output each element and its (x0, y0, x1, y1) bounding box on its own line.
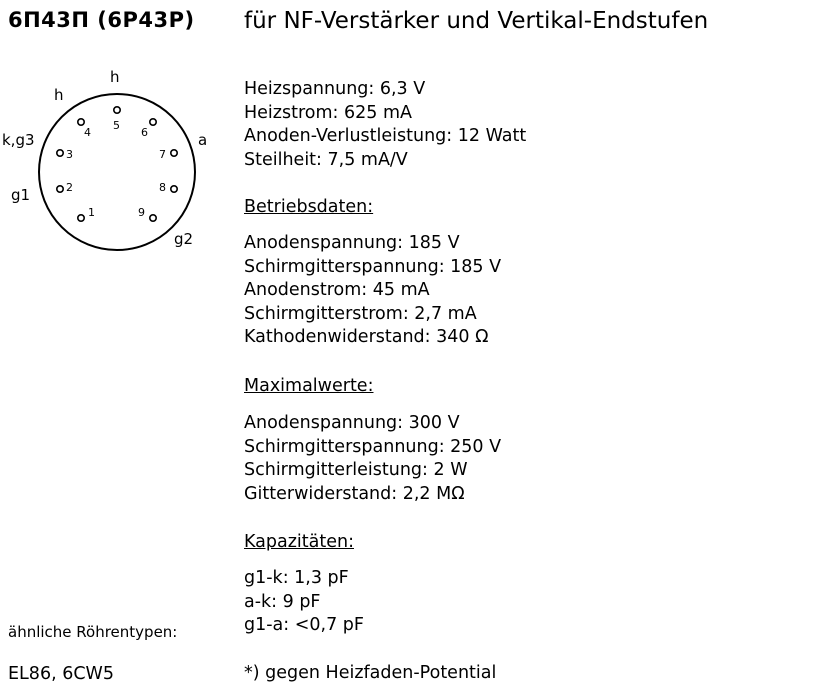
pin-3-hole (57, 150, 63, 156)
electrode-label-k-g3: k,g3 (2, 131, 35, 149)
pin-1-number: 1 (88, 206, 95, 219)
electrode-label-g1: g1 (11, 186, 31, 204)
operating-screen-current: Schirmgitterstrom: 2,7 mA (244, 303, 477, 324)
pin-2-number: 2 (66, 181, 73, 194)
pin-9-number: 9 (138, 206, 145, 219)
spec-heater-current: Heizstrom: 625 mA (244, 102, 412, 123)
pin-2-hole (57, 186, 63, 192)
operating-anode-current: Anodenstrom: 45 mA (244, 280, 430, 300)
basic-specs (244, 78, 526, 172)
operating-anode-voltage: Anodenspannung: 185 V (244, 233, 460, 253)
pin-1-hole (78, 215, 84, 221)
similar-types-label: ähnliche Röhrentypen: (8, 623, 178, 641)
electrode-label-g2: g2 (174, 230, 194, 248)
pin-4-hole (78, 119, 84, 125)
cap-a-k: a-k: 9 pF (244, 591, 321, 612)
pin-6-number: 6 (141, 126, 148, 139)
electrode-label-h-left: h (54, 86, 64, 104)
pinout-diagram (0, 60, 220, 260)
pin-8-number: 8 (159, 181, 166, 194)
tube-description-title: für NF-Verstärker und Vertikal-Endstufen (244, 8, 709, 34)
max-anode-voltage: Anodenspannung: 300 V (244, 413, 460, 433)
pin-2 (57, 181, 73, 194)
pin-5-number: 5 (113, 119, 120, 132)
pin-6-hole (150, 119, 156, 125)
pin-8 (159, 181, 177, 194)
capacitances-list (244, 567, 364, 638)
max-grid-resistance: Gitterwiderstand: 2,2 MΩ (244, 483, 465, 504)
operating-cathode-resistor: Kathodenwiderstand: 340 Ω (244, 327, 489, 347)
pin-5-hole (114, 107, 120, 113)
pin-4-number: 4 (84, 126, 91, 139)
pin-3 (57, 148, 73, 161)
tube-base-outline (39, 94, 195, 250)
pin-1 (78, 206, 95, 221)
pin-7-hole (171, 150, 177, 156)
spec-heater-voltage: Heizspannung: 6,3 V (244, 79, 426, 99)
similar-types-value: EL86, 6CW5 (8, 664, 114, 684)
pin-9-hole (150, 215, 156, 221)
pin-9 (138, 206, 156, 221)
spec-transconductance: Steilheit: 7,5 mA/V (244, 149, 408, 170)
maximum-heading: Maximalwerte: (244, 376, 374, 396)
operating-heading: Betriebsdaten: (244, 197, 374, 217)
operating-data (244, 232, 501, 350)
footnote: *) gegen Heizfaden-Potential (244, 663, 497, 683)
pin-7-number: 7 (159, 148, 166, 161)
electrode-label-h-top: h (110, 68, 120, 86)
tube-code-title: 6П43П (6Р43Р) (8, 8, 195, 32)
cap-g1-a: g1-a: <0,7 pF (244, 615, 364, 635)
pin-3-number: 3 (66, 148, 73, 161)
pin-4 (78, 119, 91, 139)
pin-6 (141, 119, 156, 139)
maximum-ratings (244, 412, 501, 506)
electrode-label-a: a (198, 131, 208, 149)
pin-8-hole (171, 186, 177, 192)
pin-7 (159, 148, 177, 161)
spec-anode-dissipation: Anoden-Verlustleistung: 12 Watt (244, 126, 527, 146)
max-screen-power: Schirmgitterleistung: 2 W (244, 460, 468, 480)
capacitances-heading: Kapazitäten: (244, 532, 354, 552)
operating-screen-voltage: Schirmgitterspannung: 185 V (244, 256, 502, 277)
cap-g1-k: g1-k: 1,3 pF (244, 568, 349, 588)
pin-5 (113, 107, 120, 132)
max-screen-voltage: Schirmgitterspannung: 250 V (244, 436, 502, 457)
